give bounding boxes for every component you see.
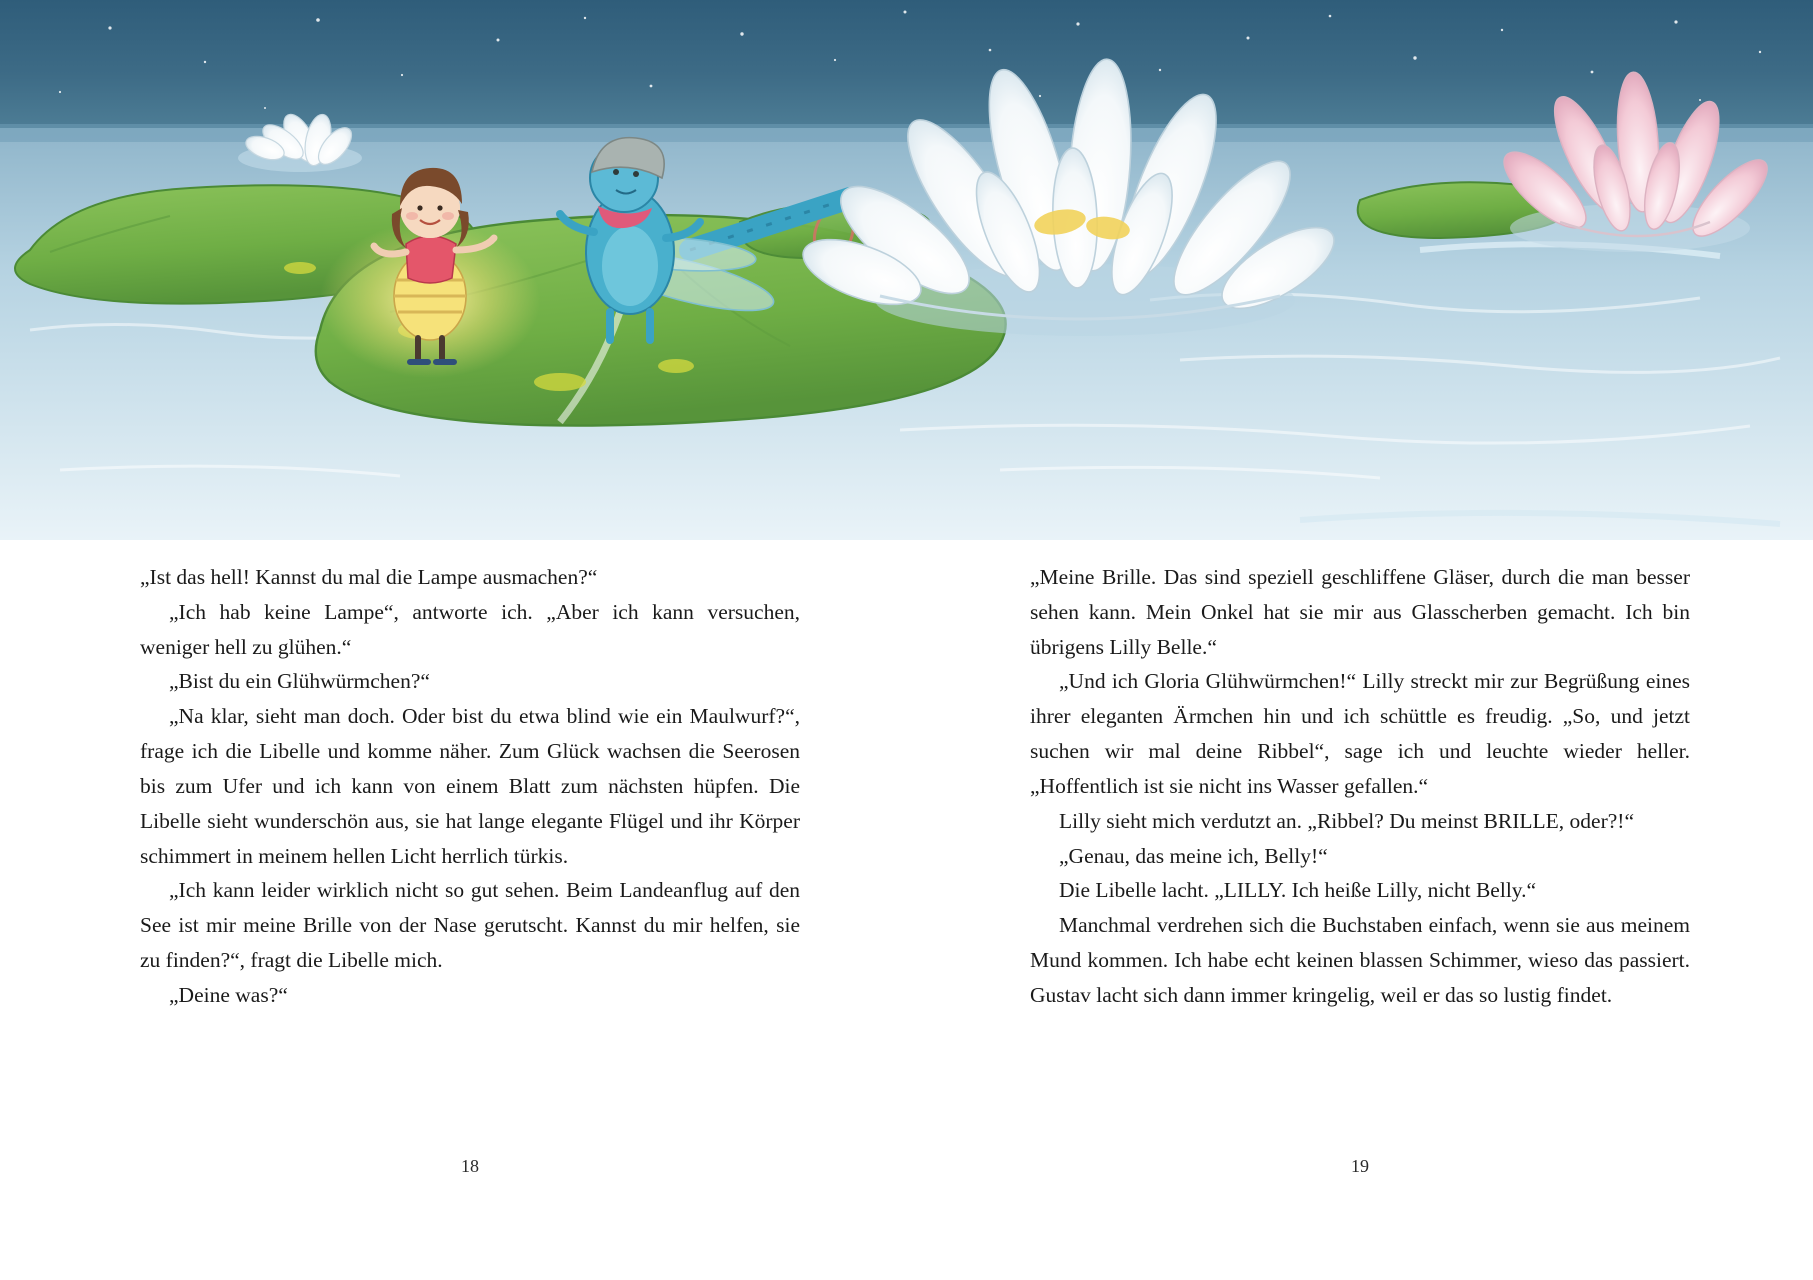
paragraph: „Ich hab keine Lampe“, antworte ich. „Aber ich kann versuchen, weniger hell zu glühen.“ (140, 599, 800, 659)
page-number-left: 18 (461, 1156, 479, 1176)
night-sky (0, 0, 1813, 135)
paragraph: Lilly sieht mich verdutzt an. „Ribbel? Du meinst BRILLE, oder?!“ (1059, 808, 1634, 833)
paragraph: „Deine was?“ (169, 982, 288, 1007)
paragraph: „Na klar, sieht man doch. Oder bist du etwa blind wie ein Maulwurf?“, frage ich die Libelle und komme näher. Zum Glück wachsen die Seerosen bis zum Ufer und ich kann von einem Blatt zum nächsten hüpfen. Die Libelle sieht wunderschön aus, sie hat lange elegante Flügel und ihr Körper schimmert in meinem hellen Licht herrlich türkis. (140, 704, 800, 868)
paragraph: „Und ich Gloria Glühwürmchen!“ Lilly streckt mir zur Begrüßung eines ihrer eleganten Ärmchen hin und ich schüttle es freudig. „So, und jetzt suchen wir mal deine Ribbel“, sage ich und leuchte wieder heller. „Hoffentlich ist sie nicht ins Wasser gefallen.“ (1030, 669, 1690, 798)
paragraph: „Ist das hell! Kannst du mal die Lampe ausmachen?“ (140, 565, 598, 589)
left-page (140, 560, 800, 1200)
left-page-body (140, 560, 800, 1013)
right-page (1030, 560, 1690, 1200)
paragraph: Manchmal verdrehen sich die Buchstaben einfach, wenn sie aus meinem Mund kommen. Ich habe echt keinen blassen Schimmer, wieso das passiert. Gustav lacht sich dann immer kringelig, weil er das so lustig findet. (1030, 913, 1690, 1007)
paragraph: „Genau, das meine ich, Belly!“ (1059, 843, 1328, 868)
paragraph: „Ich kann leider wirklich nicht so gut sehen. Beim Landeanflug auf den See ist mir meine Brille von der Nase gerutscht. Kannst du mir helfen, sie zu finden?“, fragt die Libelle mich. (140, 878, 800, 973)
right-page-body (1030, 560, 1690, 1013)
paragraph: Die Libelle lacht. „LILLY. Ich heiße Lilly, nicht Belly.“ (1059, 878, 1537, 903)
paragraph: „Meine Brille. Das sind speziell geschliffene Gläser, durch die man besser sehen kann. Mein Onkel hat sie mir aus Glasscherben gemacht. Ich bin übrigens Lilly Belle.“ (1030, 565, 1690, 659)
chapter-illustration (0, 0, 1813, 540)
paragraph: „Bist du ein Glühwürmchen?“ (169, 669, 430, 694)
page-number-right: 19 (1351, 1156, 1369, 1176)
waterlily-pond-illustration (0, 0, 1813, 540)
text-spread (0, 560, 1813, 1280)
